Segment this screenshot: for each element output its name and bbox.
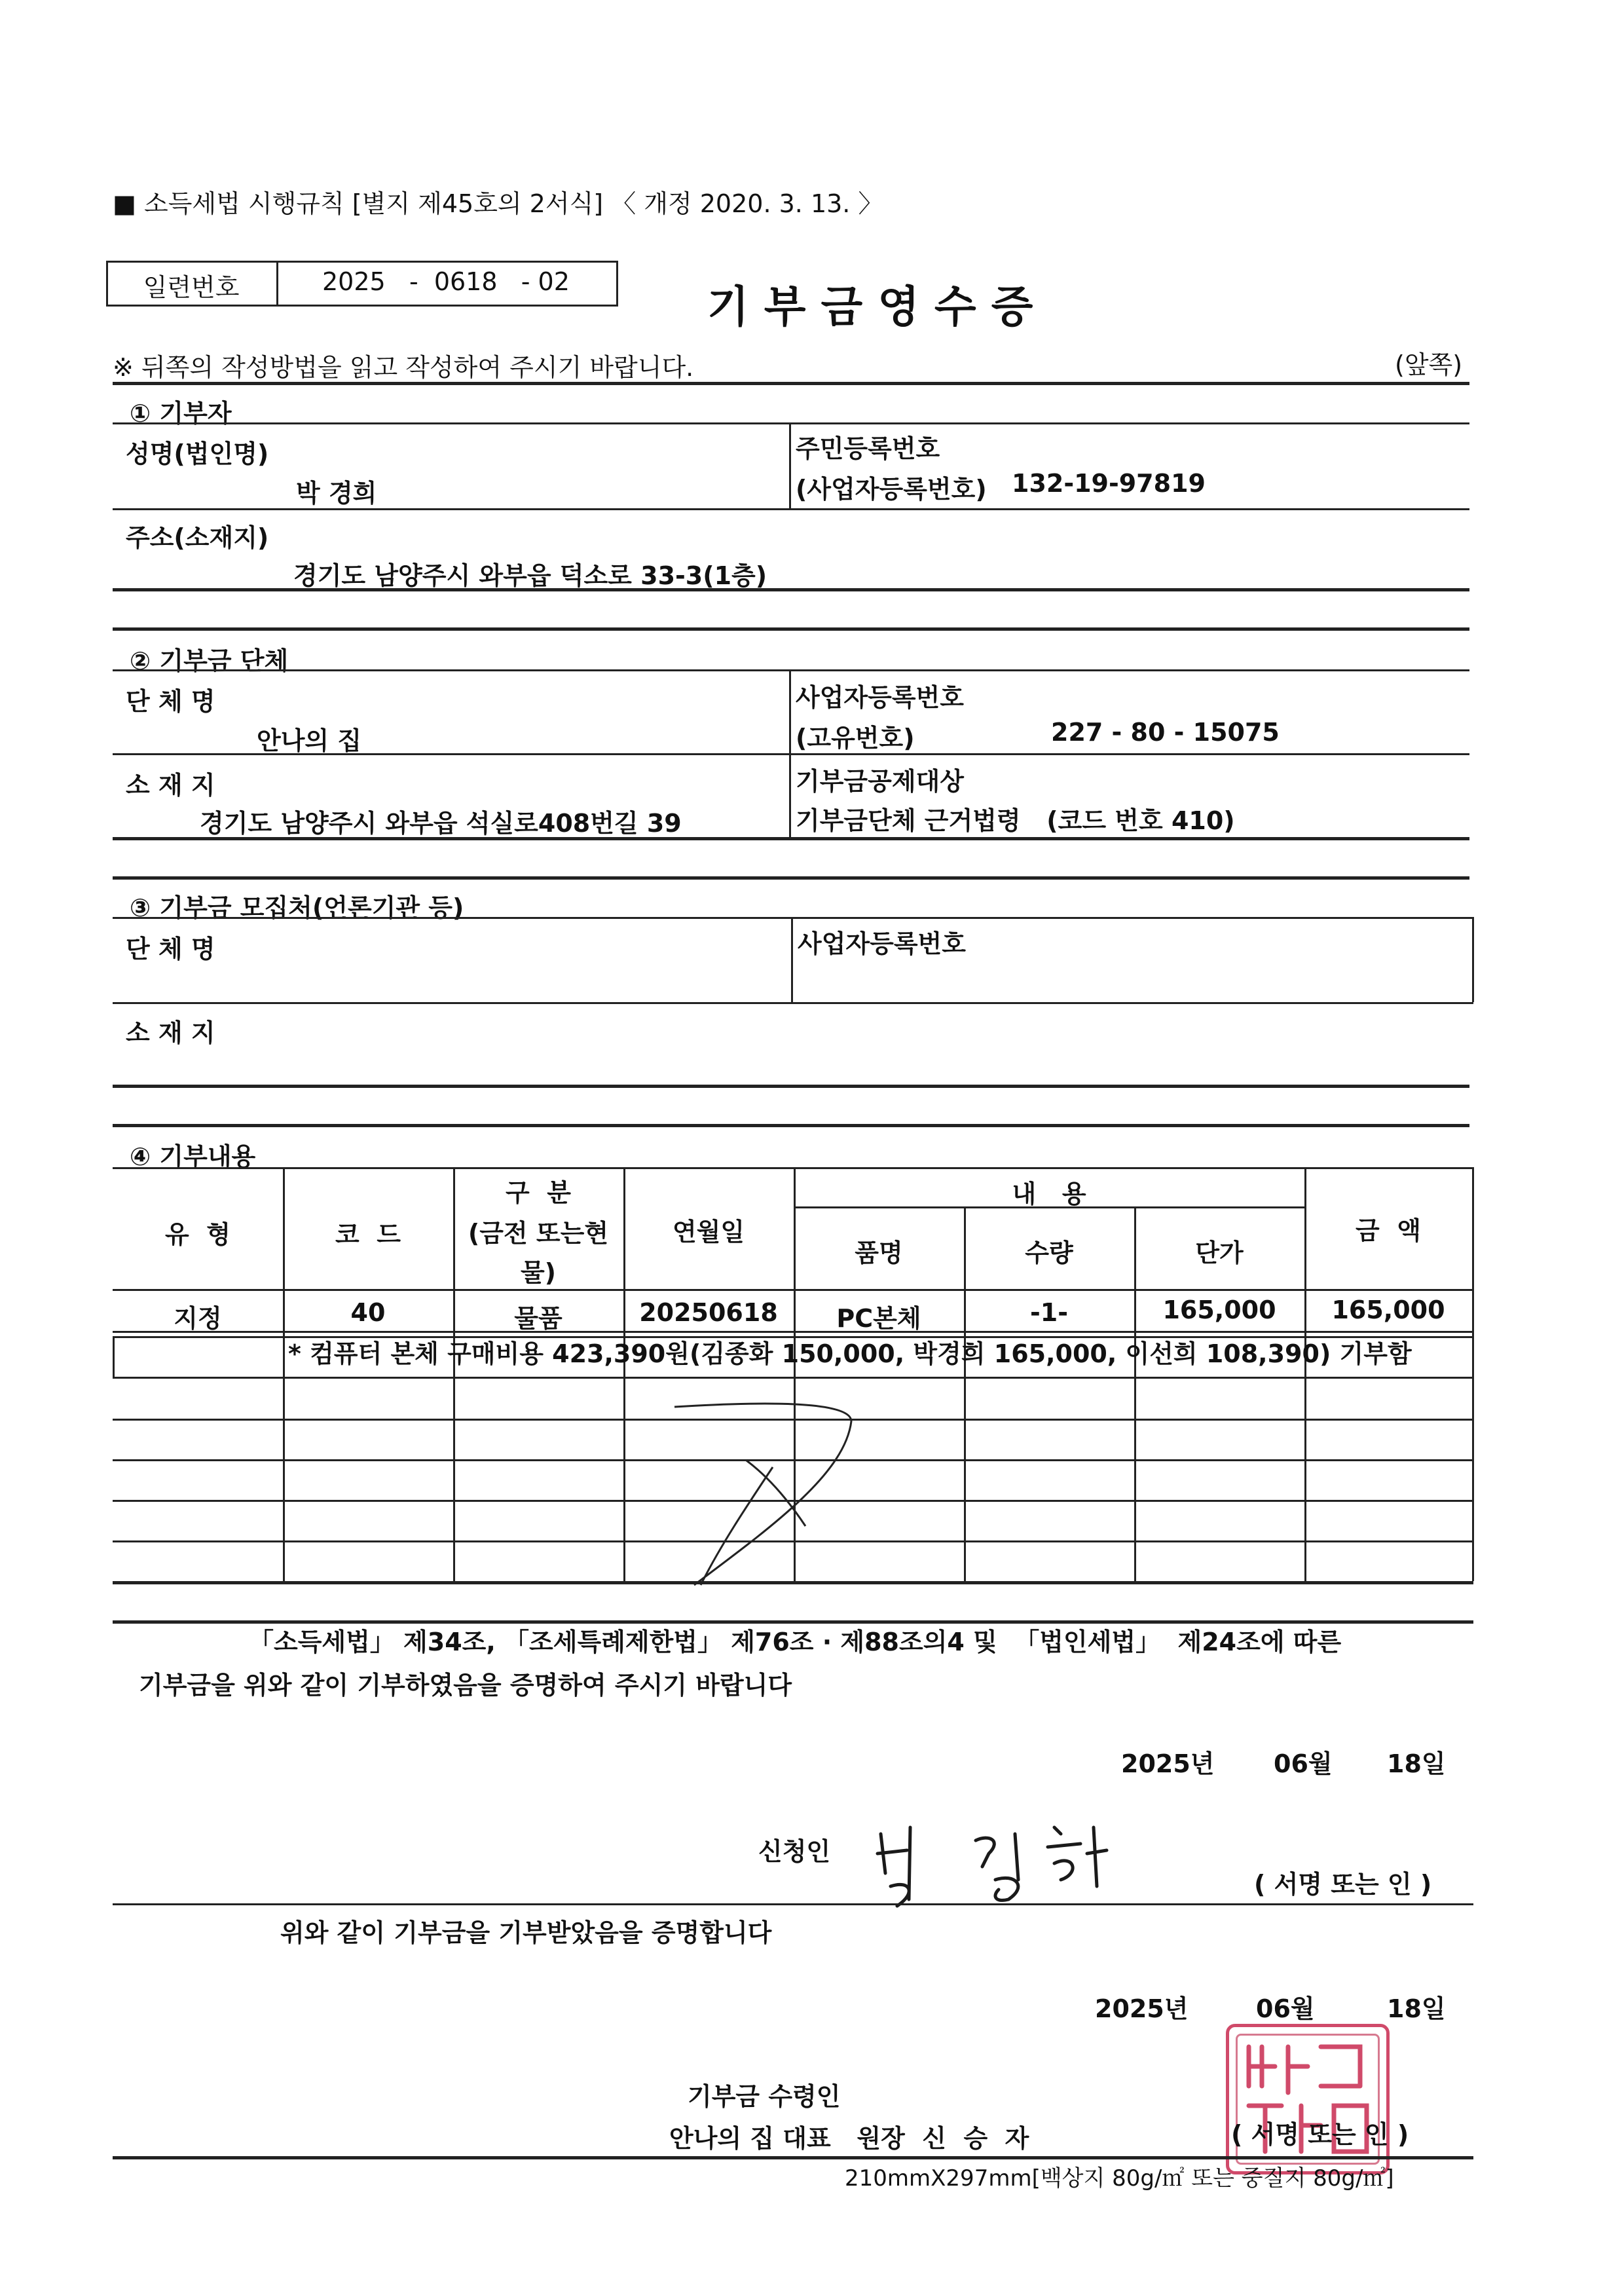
serial-label: 일련번호 [143, 273, 240, 302]
donor-reg-label: 주민등록번호 [796, 434, 940, 463]
donation-section-title: ④ 기부내용 [130, 1142, 256, 1171]
col-unit-price-header: 단가 [1195, 1239, 1244, 1267]
donor-name-label: 성명(법인명) [126, 439, 269, 468]
receiver-name: 안나의 집 대표 원장 신 승 자 [669, 2124, 1029, 2153]
org-section-title: ② 기부금 단체 [130, 646, 289, 675]
donor-address-label: 주소(소재지) [126, 523, 269, 552]
certification-statement-1: 「소득세법」 제34조, 「조세특례제한법」 제76조 · 제88조의4 및 「법인세법」 제24조에 따른 [249, 1628, 1342, 1656]
col-category-header-3: 물) [520, 1258, 557, 1287]
divider [113, 1903, 1473, 1905]
col-type-header: 유 형 [165, 1220, 231, 1249]
donor-address-value: 경기도 남양주시 와부읍 덕소로 33-3(1층) [293, 561, 767, 590]
date-day-2: 18일 [1387, 1994, 1446, 2023]
donation-note: * 컴퓨터 본체 구매비용 423,390원(김종화 150,000, 박경희 165,000, 이선희 108,390) 기부함 [288, 1339, 1412, 1368]
col-code-header: 코 드 [335, 1220, 401, 1249]
org-biz-value: 227 - 80 - 15075 [1051, 718, 1280, 747]
row-qty: -1- [1030, 1298, 1068, 1327]
row-category: 물품 [514, 1304, 563, 1333]
org-deduction-label: 기부금공제대상 [796, 767, 964, 796]
donor-reg-value: 132-19-97819 [1012, 469, 1206, 498]
page-side: (앞쪽) [1395, 350, 1463, 379]
donor-name-value: 박 경희 [296, 479, 377, 508]
col-amount-header: 금 액 [1356, 1216, 1421, 1245]
row-code: 40 [350, 1298, 386, 1327]
instruction-text: ※ 뒤쪽의 작성방법을 읽고 작성하여 주시기 바랍니다. [113, 353, 694, 382]
col-date-header: 연월일 [672, 1218, 745, 1246]
applicant-label: 신청인 [758, 1837, 831, 1866]
org-location-label: 소 재 지 [126, 771, 215, 800]
org-biz-label: 사업자등록번호 [796, 683, 964, 712]
date-year-2: 2025년 [1095, 1994, 1189, 2023]
col-category-header-1: 구 분 [506, 1178, 571, 1207]
org-location-value: 경기도 남양주시 와부읍 석실로408번길 39 [200, 809, 682, 838]
donor-reg-sub-label: (사업자등록번호) [796, 475, 987, 504]
row-type: 지정 [174, 1304, 222, 1333]
certification-statement-2: 기부금을 위와 같이 기부하였음을 증명하여 주시기 바랍니다 [139, 1671, 792, 1700]
serial-value: 2025 - 0618 - 02 [322, 267, 570, 296]
paper-spec: 210mmX297mm[백상지 80g/㎡ 또는 중질지 80g/㎡] [845, 2165, 1394, 2192]
legal-basis: ■ 소득세법 시행규칙 [별지 제45호의 2서식] 〈 개정 2020. 3. 13. 〉 [113, 189, 883, 218]
applicant-signature-label: ( 서명 또는 인 ) [1254, 1870, 1432, 1899]
col-content-header: 내 용 [1012, 1180, 1086, 1208]
org-name-label: 단 체 명 [126, 687, 215, 716]
row-unit-price: 165,000 [1162, 1296, 1276, 1324]
org-deduction-value: 기부금단체 근거법령 (코드 번호 410) [796, 806, 1235, 835]
collector-location-label: 소 재 지 [126, 1018, 215, 1047]
org-name-value: 안나의 집 [257, 726, 362, 755]
receipt-statement: 위와 같이 기부금을 기부받았음을 증명합니다 [280, 1918, 772, 1947]
col-item-header: 품명 [855, 1239, 903, 1267]
document-title: 기 부 금 영 수 증 [707, 282, 1033, 332]
col-category-header-2: (금전 또는현 [468, 1219, 609, 1248]
date-month: 06월 [1274, 1749, 1333, 1778]
donor-section-title: ① 기부자 [130, 399, 232, 428]
collector-biz-label: 사업자등록번호 [798, 929, 966, 958]
date-day: 18일 [1387, 1749, 1446, 1778]
receiver-signature-label: ( 서명 또는 인 ) [1231, 2120, 1409, 2149]
divider [113, 2156, 1473, 2159]
organization-seal-stamp [1226, 2024, 1390, 2174]
row-amount: 165,000 [1331, 1296, 1445, 1324]
date-month-2: 06월 [1256, 1994, 1315, 2023]
row-date: 20250618 [639, 1298, 778, 1327]
col-qty-header: 수량 [1025, 1239, 1073, 1267]
org-biz-sub-label: (고유번호) [796, 724, 915, 753]
date-year: 2025년 [1121, 1749, 1215, 1778]
receiver-label: 기부금 수령인 [688, 2082, 841, 2111]
row-item: PC본체 [836, 1304, 921, 1333]
collector-section-title: ③ 기부금 모집처(언론기관 등) [130, 893, 464, 922]
collector-name-label: 단 체 명 [126, 935, 215, 963]
